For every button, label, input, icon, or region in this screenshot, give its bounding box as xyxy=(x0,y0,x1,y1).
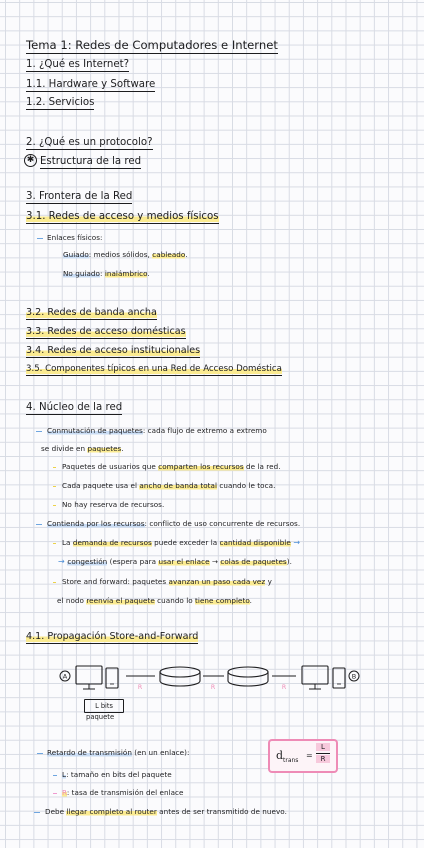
dash-bullet xyxy=(34,812,40,813)
heading-s1-text: 1. ¿Qué es Internet? xyxy=(26,59,130,70)
formula-numerator: L xyxy=(316,743,330,751)
heading-s3-3-text: 3.3. Redes de acceso domésticas xyxy=(26,326,186,337)
guiado-line xyxy=(63,251,188,258)
c1d: cantidad disponible xyxy=(219,538,291,547)
p2a: Cada paquete usa el xyxy=(62,481,140,490)
dot-bullet xyxy=(53,505,56,506)
retardo-line xyxy=(47,749,189,756)
r-def: : tasa de transmisión del enlace xyxy=(66,788,184,797)
heading-s1-1-text: 1.1. Hardware y Software xyxy=(26,79,156,90)
p1a: Paquetes de usuarios que xyxy=(62,462,159,471)
conmutacion-line2c: . xyxy=(121,444,124,453)
heading-s4-text: 4. Núcleo de la red xyxy=(26,402,123,413)
contienda-key: Contienda por los recursos xyxy=(47,519,145,528)
guiado-sep: : medios sólidos, xyxy=(88,250,153,259)
heading-s3 xyxy=(26,192,132,202)
l-definition-line xyxy=(62,771,172,778)
bits-box: L bits xyxy=(84,699,124,713)
c1a: La xyxy=(62,538,73,547)
formula-subscript: trans xyxy=(283,757,299,764)
rate-label-3: R xyxy=(281,684,287,691)
retardo-key: Retardo de transmisión xyxy=(47,748,132,757)
guiado-value: cableado xyxy=(152,250,186,259)
conmutacion-rest: : cada flujo de extremo a extremo xyxy=(142,426,267,435)
computer-left-icon xyxy=(76,666,102,684)
c3a: Store and forward xyxy=(62,577,128,586)
no-reserva-line xyxy=(62,501,164,508)
store-forward-line xyxy=(62,578,272,585)
no-guiado-key: No guiado xyxy=(63,269,100,278)
dash-bullet xyxy=(37,238,43,239)
phone-left-icon xyxy=(106,668,118,688)
heading-s4-1-text: 4.1. Propagación Store-and-Forward xyxy=(26,631,199,642)
no-guiado-line xyxy=(63,270,150,277)
asterisk-circle-icon: ✱ xyxy=(24,154,37,167)
guiado-end: . xyxy=(185,250,188,259)
dash-bullet xyxy=(37,753,43,754)
heading-s3-2-text: 3.2. Redes de banda ancha xyxy=(26,307,157,318)
dot-bullet xyxy=(53,582,56,583)
final-b: llegar completo al router xyxy=(66,807,157,816)
final-d: . xyxy=(284,807,287,816)
p1b: comparten los recursos xyxy=(158,462,244,471)
title-text: Tema 1: Redes de Computadores e Internet xyxy=(26,38,278,52)
c4d: tiene completo xyxy=(195,596,250,605)
demanda-line xyxy=(62,539,300,547)
cada-paquete-line xyxy=(62,482,275,489)
phone-right-icon xyxy=(333,668,345,688)
p2c: cuando le toca. xyxy=(217,481,276,490)
c2b: (espera para xyxy=(107,557,159,566)
contienda-line xyxy=(47,520,300,527)
c3d: y xyxy=(265,577,272,586)
c3b: : paquetes xyxy=(127,577,169,586)
heading-s3-5-text: 3.5. Componentes típicos en una Red de Acceso Doméstica xyxy=(26,364,282,374)
no-guiado-value: inalámbrico xyxy=(104,269,148,278)
c2f: ). xyxy=(286,557,292,566)
dash-bullet xyxy=(36,524,42,525)
heading-s1 xyxy=(26,60,129,70)
nodo-reenvia-line xyxy=(57,597,252,604)
heading-s2-star xyxy=(24,154,141,167)
router-2-icon xyxy=(228,667,268,677)
formula-fraction xyxy=(316,743,330,763)
heading-s3-text: 3. Frontera de la Red xyxy=(26,191,133,202)
conmutacion-line2 xyxy=(41,445,124,452)
c3c: avanzan un paso cada vez xyxy=(168,577,266,586)
computer-right-icon xyxy=(302,666,328,684)
heading-s3-1-text: 3.1. Redes de acceso y medios físicos xyxy=(26,211,219,222)
router-1-icon xyxy=(160,667,200,677)
transmission-delay-formula xyxy=(268,739,338,773)
final-line xyxy=(45,808,287,815)
arrow-right-icon: → xyxy=(58,557,68,566)
arrow-right-icon: → xyxy=(290,538,301,547)
dash-bullet xyxy=(36,431,42,432)
heading-s2 xyxy=(26,138,153,148)
p1c: de la red. xyxy=(243,462,281,471)
c4c: cuando lo xyxy=(154,596,196,605)
no-guiado-sep: : xyxy=(100,269,105,278)
retardo-paren: (en un enlace): xyxy=(131,748,190,757)
dot-bullet xyxy=(53,543,56,544)
p2b: ancho de banda total xyxy=(139,481,218,490)
c1b: demanda de recursos xyxy=(72,538,152,547)
enlaces-label: Enlaces físicos: xyxy=(47,233,103,242)
heading-s2-text: 2. ¿Qué es un protocolo? xyxy=(26,137,153,148)
c2d: → xyxy=(209,557,221,566)
dot-bullet xyxy=(53,486,56,487)
heading-s3-4 xyxy=(26,346,200,356)
node-b-label: B xyxy=(351,672,357,681)
c2e: colas de paquetes xyxy=(220,557,287,566)
heading-s3-2 xyxy=(26,308,157,318)
conmutacion-key: Conmutación de paquetes xyxy=(47,426,143,435)
l-key: L xyxy=(62,770,67,779)
rate-label-1: R xyxy=(137,684,143,691)
heading-s3-3 xyxy=(26,327,186,337)
p3: No hay reserva de recursos. xyxy=(62,500,165,509)
node-a-label: A xyxy=(62,672,68,681)
formula-denominator: R xyxy=(316,755,330,763)
dash-bullet xyxy=(53,793,57,794)
conmutacion-line2a: se divide en xyxy=(41,444,88,453)
dash-bullet xyxy=(53,775,57,776)
c4a: el nodo xyxy=(57,596,87,605)
c2a: congestión xyxy=(67,557,108,566)
c4b: reenvía el paquete xyxy=(86,596,155,605)
r-definition-line xyxy=(62,789,184,796)
page-title xyxy=(26,40,278,52)
c4e: . xyxy=(249,596,253,605)
heading-s4 xyxy=(26,403,122,413)
congestion-line xyxy=(58,558,292,566)
c2c: usar el enlace xyxy=(158,557,210,566)
guiado-key: Guiado xyxy=(63,250,89,259)
r-key: R xyxy=(62,788,67,797)
heading-s3-5 xyxy=(26,365,282,374)
heading-s1-2 xyxy=(26,98,94,108)
conmutacion-paquetes: paquetes xyxy=(87,444,122,453)
conmutacion-line1 xyxy=(47,427,267,434)
heading-s4-1 xyxy=(26,632,198,642)
fraction-bar xyxy=(316,753,330,754)
paquetes-usuarios-line xyxy=(62,463,281,470)
final-a: Debe xyxy=(45,807,67,816)
no-guiado-end: . xyxy=(147,269,150,278)
rate-label-2: R xyxy=(210,684,216,691)
c1c: puede exceder la xyxy=(151,538,220,547)
bits-caption: paquete xyxy=(86,713,115,721)
contienda-rest: : conflicto de uso concurrente de recursos. xyxy=(144,519,301,528)
formula-d: d xyxy=(276,749,284,762)
heading-s3-1 xyxy=(26,212,219,222)
store-forward-diagram xyxy=(0,656,424,736)
heading-s2-star-text: Estructura de la red xyxy=(40,155,142,167)
dot-bullet xyxy=(53,467,56,468)
final-c: antes de ser transmitido de nuevo xyxy=(156,807,285,816)
heading-s3-4-text: 3.4. Redes de acceso institucionales xyxy=(26,345,201,356)
l-def: : tamaño en bits del paquete xyxy=(66,770,172,779)
heading-s1-1 xyxy=(26,80,155,90)
heading-s1-2-text: 1.2. Servicios xyxy=(26,97,95,108)
formula-equals: = xyxy=(306,751,313,760)
